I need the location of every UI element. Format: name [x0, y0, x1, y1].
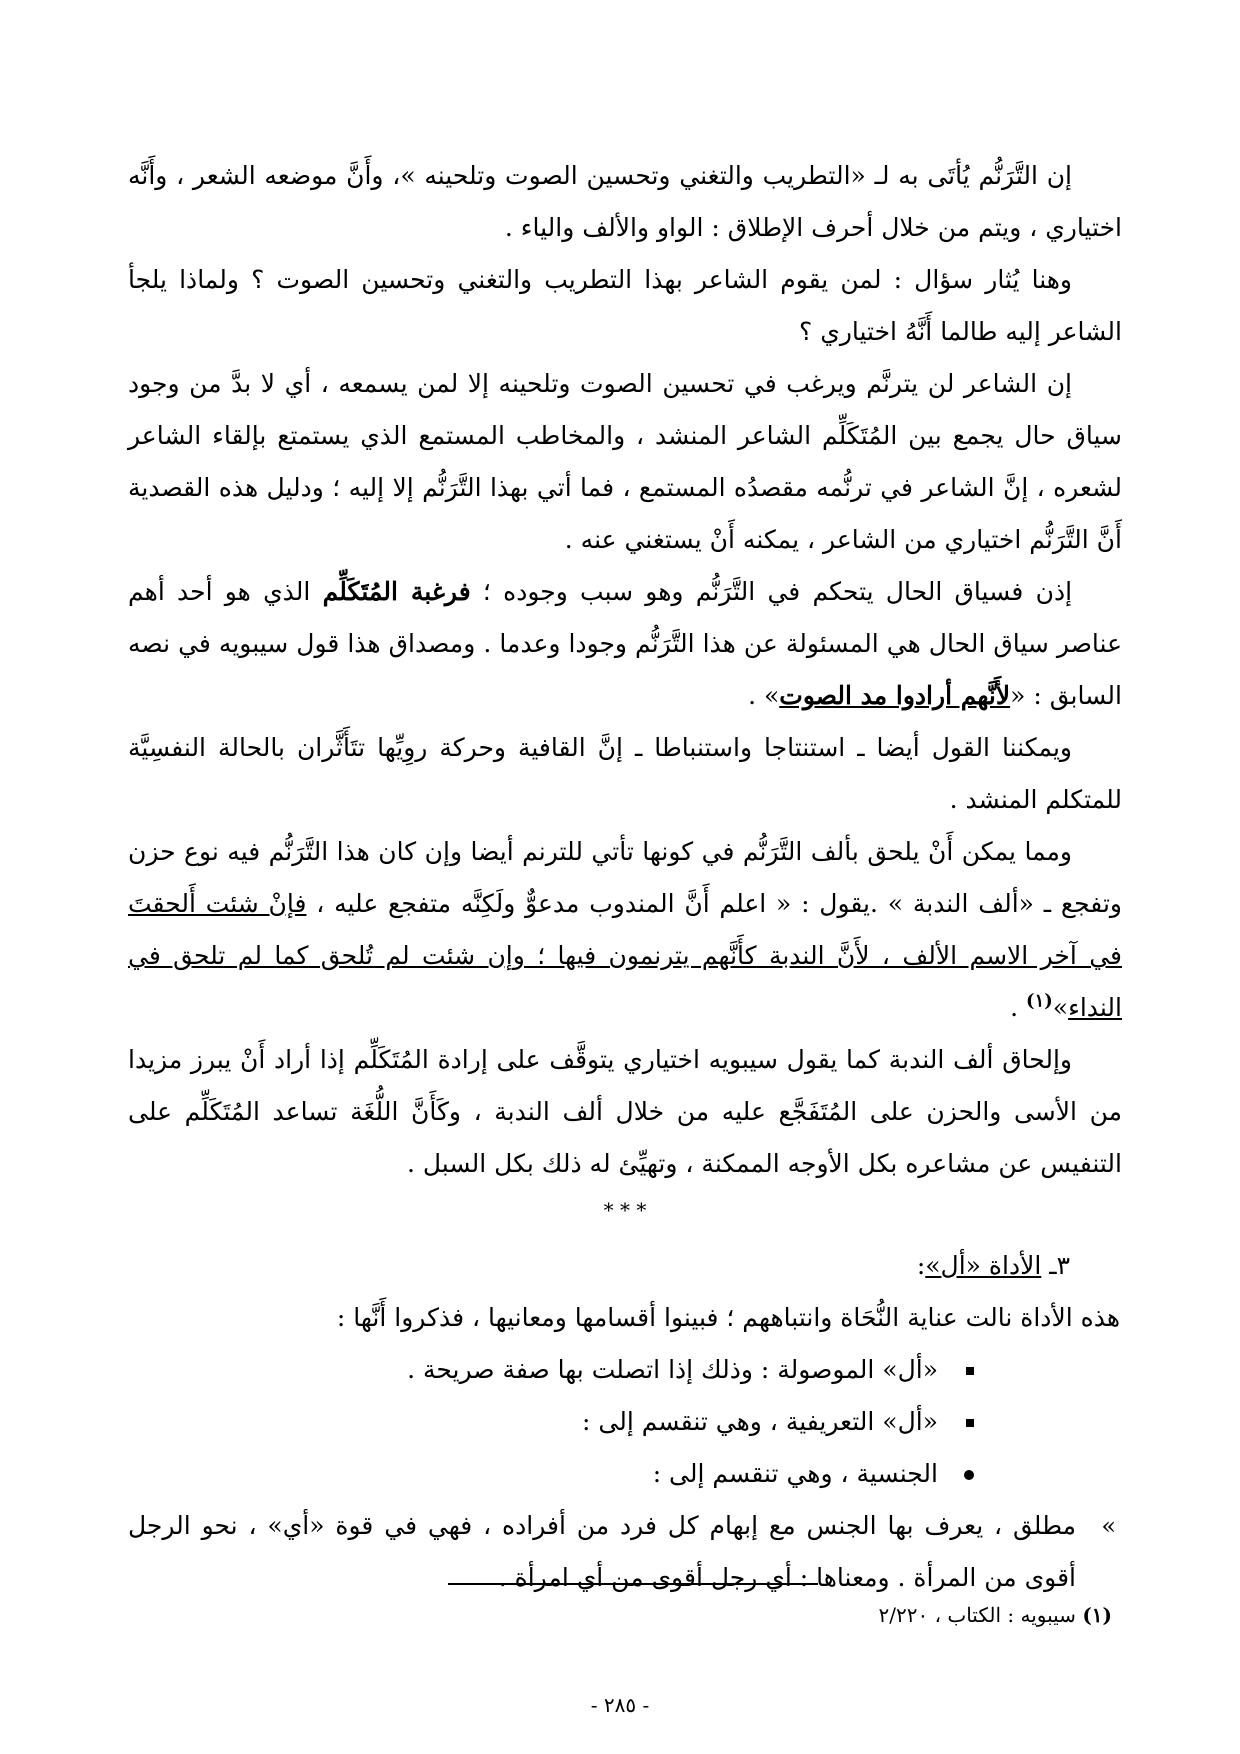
paragraph-6	[128, 826, 1122, 1034]
list-item-definite-al	[128, 1396, 1122, 1448]
body-text	[128, 150, 1122, 1604]
paragraph-7: وإلحاق ألف الندبة كما يقول سيبويه اختياري يتوقَّف على إرادة المُتَكَلِّم إذا أراد أَنْ يبرز مزيدا من الأسى والحزن على المُتَفَجَّع عليه من خلال ألف الندبة ، وكَأَنَّ اللُّغَة تساعد المُتَكَلِّم على التنفيس عن مشاعره بكل الأوجه الممكنة ، وتهيِّئ له ذلك بكل السبل .	[128, 1045, 1122, 1178]
paragraph-4-part-c: » .	[748, 681, 780, 710]
section-title: الأداة «أل»	[925, 1251, 1042, 1280]
section-intro: هذه الأداة نالت عناية النُّحَاة وانتباههم ؛ فبينوا أقسامها ومعانيها ، فذكروا أَنَّها :	[336, 1303, 1120, 1332]
list-item-text: «أل» الموصولة : وذلك إذا اتصلت بها صفة صريحة .	[407, 1355, 938, 1384]
page-number: - ٢٨٥ -	[590, 1693, 650, 1717]
square-bullet-icon	[938, 1396, 974, 1448]
section-colon: :	[916, 1251, 926, 1280]
paragraph-4-part-a: إذن فسياق الحال يتحكم في التَّرَنُّم وهو سبب وجوده ؛	[482, 577, 1073, 606]
footnote-text: سيبويه : الكتاب ، ٢/٢٢٠	[878, 1603, 1076, 1627]
footnote	[879, 1600, 1113, 1630]
list-item-text: «أل» التعريفية ، وهي تنقسم إلى :	[582, 1407, 938, 1436]
paragraph-6-underlined: فإنْ شئت أَلحقتَ في آخر الاسم الألف ، لأَنَّ الندبة كأَنَّهم يترنمون فيها ؛ وإن شئت لم تُلحق كما لم تلحق في النداء	[128, 889, 1122, 1022]
list-item-text: الجنسية ، وهي تنقسم إلى :	[652, 1459, 938, 1488]
paragraph-4-quote: لأَنَّهم أرادوا مد الصوت	[779, 681, 1011, 710]
list-item-relative-al	[128, 1344, 1122, 1396]
paragraph-6-part-a: ومما يمكن أَنْ يلحق بألف التَّرَنُّم في كونها تأتي للترنم أيضا وإن كان هذا التَّرَنُّم فيه نوع حزن وتفجع ـ «ألف الندبة » .يقول : « اعلم أَنَّ المندوب مدعوٌّ ولَكِنَّه متفجع عليه ،	[128, 837, 1122, 918]
paragraph-6-part-d: .	[1010, 993, 1027, 1022]
arrow-bullet-icon: »	[1101, 1512, 1116, 1540]
paragraph-5: ويمكننا القول أيضا ـ استنتاجا واستنباطا ـ إنَّ القافية وحركة روِيِّها تتَأَثَّران بالحالة النفسِيَّة للمتكلم المنشد .	[128, 733, 1122, 814]
list-item-absolute	[128, 1500, 1122, 1604]
section-heading	[128, 1240, 1122, 1292]
list-item-text: مطلق ، يعرف بها الجنس مع إبهام كل فرد من أفراده ، فهي في قوة «أي» ، نحو الرجل أقوى من المرأة . ومعناها : أي رجل أقوى من أي امرأة .	[128, 1511, 1076, 1592]
paragraph-2: وهنا يُثار سؤال : لمن يقوم الشاعر بهذا التطريب والتغني وتحسين الصوت ؟ ولماذا يلجأ الشاعر إليه طالما أَنَّهُ اختياري ؟	[128, 265, 1122, 346]
paragraph-3: إن الشاعر لن يترنَّم ويرغب في تحسين الصوت وتلحينه إلا لمن يسمعه ، أي لا بدَّ من وجود سياق حال يجمع بين المُتَكَلِّم الشاعر المنشد ، والمخاطب المستمع الذي يستمتع بإلقاء الشاعر لشعره ، إنَّ الشاعر في ترنُّمه مقصدُه المستمع ، فما أتي بهذا التَّرَنُّم إلا إليه ؛ ودليل هذه القصدية أَنَّ التَّرَنُّم اختياري من الشاعر ، يمكنه أَنْ يستغني عنه .	[128, 369, 1122, 554]
paragraph-4	[128, 566, 1122, 722]
paragraph-1: إن التَّرَنُّم يُأتَى به لـ «التطريب والتغني وتحسين الصوت وتلحينه »، وأَنَّ موضعه الشعر ، وأَنَّه اختياري ، ويتم من خلال أحرف الإطلاق : الواو والألف والياء .	[128, 161, 1122, 242]
section-number: ٣ـ	[1049, 1251, 1070, 1280]
footnote-number: (١)	[1082, 1603, 1112, 1627]
paragraph-4-part-b: الذي هو أحد أهم عناصر سياق الحال هي المسئولة عن هذا التَّرَنُّم وجودا وعدما . ومصداق هذا قول سيبويه في نصه السابق : «	[128, 577, 1122, 710]
list-item-generic-al	[128, 1448, 1122, 1500]
footnote-ref[interactable]: (١)	[1026, 990, 1053, 1012]
section-separator: * * *	[603, 1198, 647, 1222]
paragraph-4-bold: فرغبة المُتَكَلِّم	[322, 577, 471, 606]
paragraph-6-part-c: »	[1052, 993, 1069, 1022]
footnote-divider	[448, 1583, 818, 1585]
round-bullet-icon	[938, 1448, 974, 1500]
square-bullet-icon	[938, 1344, 974, 1396]
